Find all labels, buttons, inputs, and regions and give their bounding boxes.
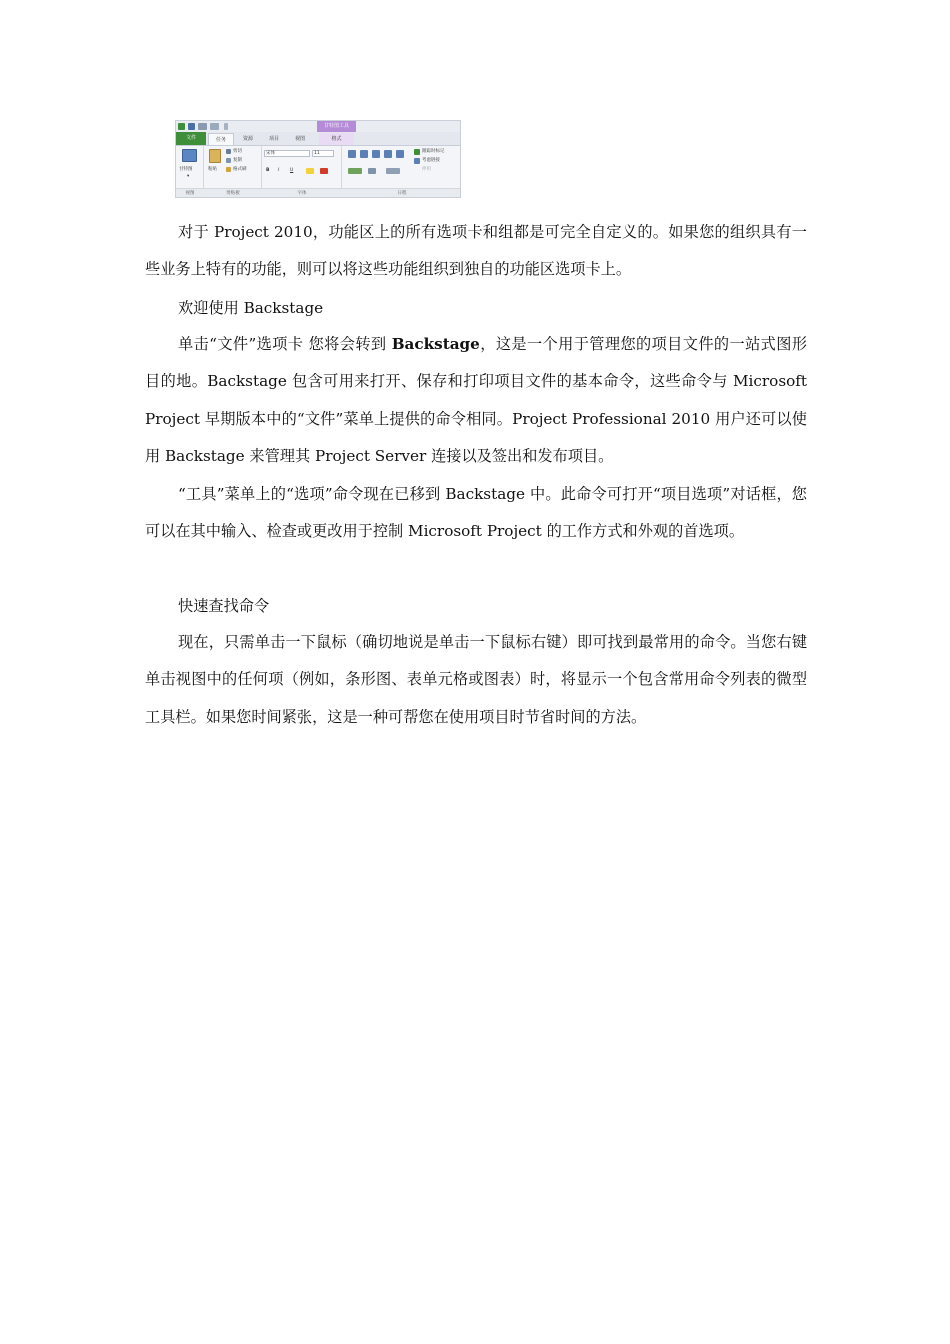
paragraph-backstage (145, 326, 807, 475)
tab-project[interactable]: 项目 (268, 136, 279, 142)
gantt-chart-icon[interactable] (182, 149, 197, 162)
group-view (176, 146, 204, 188)
font-size-select[interactable]: 11 (312, 150, 334, 157)
heading-welcome-backstage: 欢迎使用 Backstage (178, 299, 324, 317)
split-task-icon[interactable] (368, 168, 376, 174)
paragraph-backstage-part2: ，这是一个用于管理您的项目文件的一站式图形目的地。Backstage 包含可用来打开、保存和打印项目文件的基本命令，这些命令与 Microsoft Project 早期版本中的“文件”菜单上提供的命令相同。Project Professional 2010 用户还可以使用 Backstage 来管理其 Project Server 连接以及签出和发布项目。 (145, 335, 808, 465)
paste-icon[interactable] (209, 149, 221, 163)
copy-icon[interactable] (226, 158, 231, 163)
app-icon (178, 123, 185, 130)
schedule-zero-icon[interactable] (348, 150, 356, 158)
respect-links-label[interactable]: 考虑链接 (422, 158, 440, 163)
tab-resource[interactable]: 资源 (242, 136, 253, 142)
paragraph-customizable-ribbon: 对于 Project 2010，功能区上的所有选项卡和组都是可完全自定义的。如果您的组织具有一些业务上特有的功能，则可以将这些功能组织到独自的功能区选项卡上。 (145, 223, 807, 279)
gantt-button-label[interactable]: 甘特图 (179, 167, 193, 172)
schedule-100-icon[interactable] (396, 150, 404, 158)
respect-links-icon[interactable] (414, 158, 420, 164)
tab-task[interactable]: 任务 (208, 133, 234, 145)
link-tasks-icon[interactable] (348, 168, 362, 174)
cut-button-label[interactable]: 剪切 (233, 149, 242, 154)
ribbon-tabs (176, 132, 460, 146)
schedule-50-icon[interactable] (372, 150, 380, 158)
paragraph-mini-toolbar: 现在，只需单击一下鼠标（确切地说是单击一下鼠标右键）即可找到最常用的命令。当您右键单击视图中的任何项（例如，条形图、表单元格或图表）时，将显示一个包含常用命令列表的微型工具栏。如果您时间紧张，这是一种可帮您在使用项目时节省时间的方法。 (145, 633, 807, 726)
schedule-75-icon[interactable] (384, 150, 392, 158)
context-tab-gantt-tools: 甘特图工具 (317, 121, 356, 132)
ribbon-body (176, 146, 460, 188)
tab-view[interactable]: 视图 (294, 136, 305, 142)
group-schedule (342, 146, 461, 188)
schedule-25-icon[interactable] (360, 150, 368, 158)
group-font (262, 146, 342, 188)
group-clipboard (204, 146, 262, 188)
format-painter-label[interactable]: 格式刷 (233, 167, 247, 172)
font-color-icon[interactable] (320, 168, 328, 174)
font-name-select[interactable]: 宋体 (264, 150, 310, 157)
format-painter-icon[interactable] (226, 167, 231, 172)
backstage-bold-term: Backstage (391, 335, 480, 353)
paste-button-label[interactable]: 粘贴 (208, 167, 217, 172)
redo-icon[interactable] (210, 123, 219, 130)
inactivate-label[interactable]: 停用 (422, 167, 431, 172)
underline-button[interactable]: U (290, 168, 294, 173)
group-label-clipboard: 剪贴板 (226, 191, 240, 196)
undo-icon[interactable] (198, 123, 207, 130)
group-label-view: 视图 (185, 191, 195, 196)
highlight-color-icon[interactable] (306, 168, 314, 174)
paragraph-backstage-part1: 单击“文件”选项卡 您将会转到 (178, 335, 392, 353)
move-task-icon[interactable] (386, 168, 400, 174)
cut-icon[interactable] (226, 149, 231, 154)
tab-file[interactable]: 文件 (176, 132, 206, 145)
group-label-font: 字体 (297, 191, 307, 196)
ribbon-group-labels (176, 188, 460, 198)
mark-on-track-icon[interactable] (414, 149, 420, 155)
mark-on-track-label[interactable]: 跟踪时标记 (422, 149, 445, 154)
ribbon-screenshot (175, 120, 461, 198)
bold-button[interactable]: B (266, 168, 270, 173)
group-label-schedule: 日程 (397, 191, 407, 196)
tab-format[interactable]: 格式 (319, 133, 354, 145)
copy-button-label[interactable]: 复制 (233, 158, 242, 163)
italic-button[interactable]: I (278, 168, 280, 173)
heading-quick-find-commands: 快速查找命令 (178, 597, 270, 615)
chevron-down-icon[interactable]: ▾ (187, 174, 190, 179)
paragraph-options-command: “工具”菜单上的“选项”命令现在已移到 Backstage 中。此命令可打开“项目选项”对话框，您可以在其中输入、检查或更改用于控制 Microsoft Project 的工作方式和外观的首选项。 (145, 485, 807, 541)
save-icon[interactable] (188, 123, 195, 130)
customize-qat-icon[interactable] (224, 123, 228, 130)
